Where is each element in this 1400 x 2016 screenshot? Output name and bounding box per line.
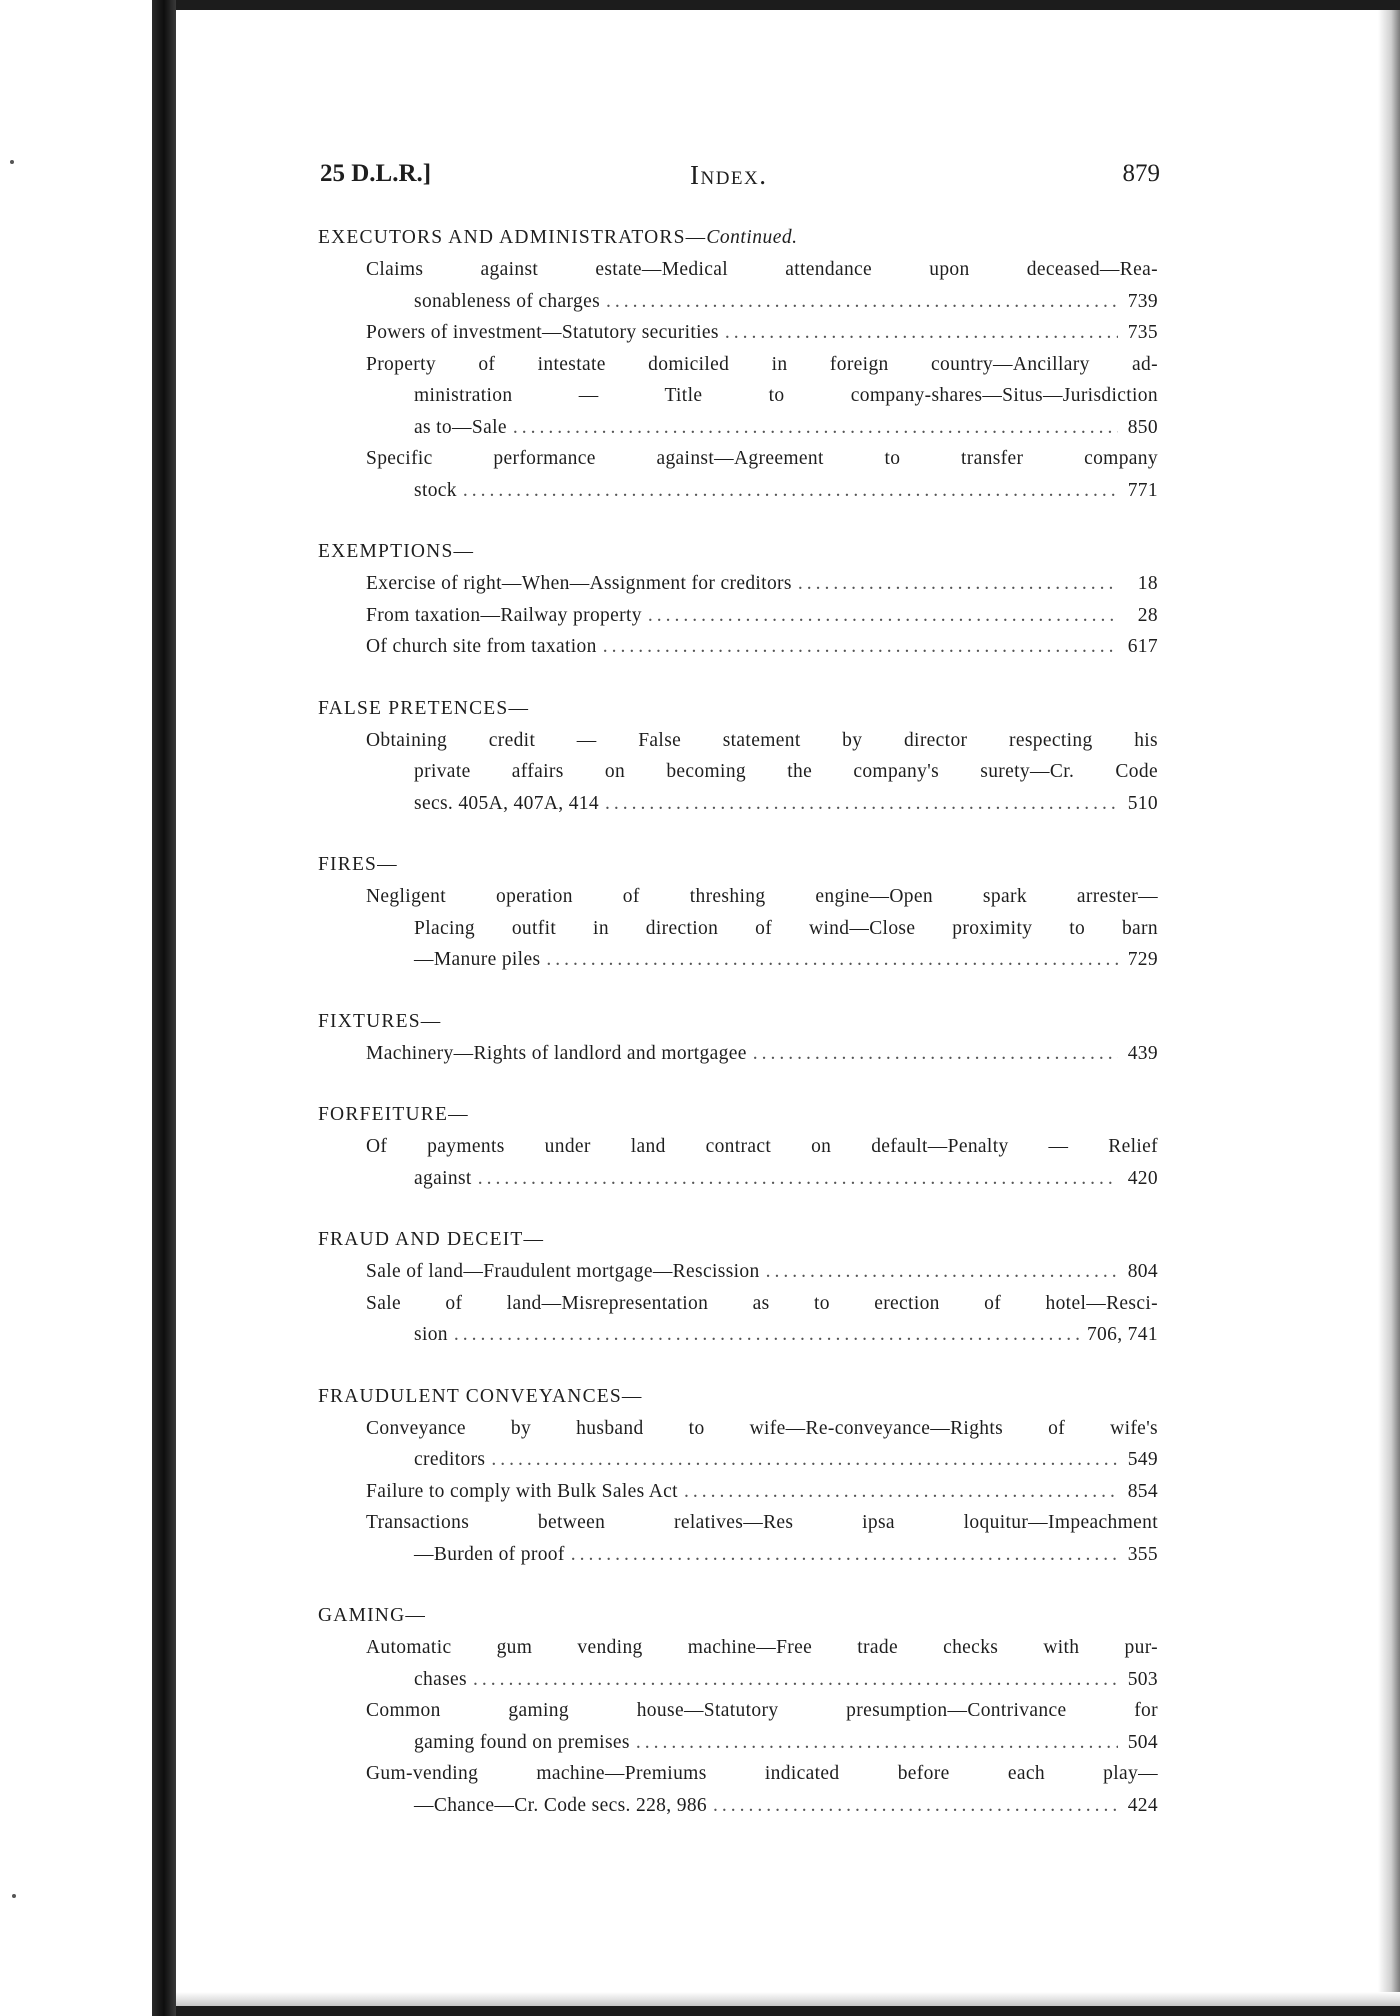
page-reference: 771 <box>1127 479 1158 501</box>
entry-text-line <box>366 725 1158 757</box>
index-entry <box>318 443 1158 506</box>
page-edge-shadow <box>1378 10 1400 2006</box>
section-heading-text: FORFEITURE— <box>318 1104 469 1125</box>
page-bottom-shadow <box>176 1992 1400 2006</box>
entry-text: Property of intestate domiciled in foreign country—Ancillary ad- <box>366 353 1158 375</box>
page-reference: 420 <box>1127 1167 1158 1189</box>
entry-text-line <box>366 380 1158 412</box>
index-section <box>318 222 1158 506</box>
entry-text: sion <box>414 1324 448 1345</box>
entry-text-line <box>366 349 1158 381</box>
entry-text-line <box>366 1758 1158 1790</box>
entry-text: gaming found on premises <box>414 1731 630 1753</box>
page-reference: 18 <box>1137 573 1158 594</box>
dot-leader <box>713 1790 1118 1822</box>
index-entry <box>318 1695 1158 1758</box>
entry-text: —Burden of proof <box>414 1543 565 1565</box>
entry-text: Conveyance by husband to wife—Re-conveyance—Rights of wife's <box>366 1417 1158 1439</box>
page-reference: 804 <box>1127 1261 1158 1282</box>
dot-leader <box>636 1727 1118 1759</box>
entry-text: stock <box>414 479 457 501</box>
index-entry <box>318 1288 1158 1351</box>
entry-text: Common gaming house—Statutory presumption—Contrivance for <box>366 1700 1158 1721</box>
index-entry <box>318 1413 1158 1476</box>
entry-final-line <box>366 1163 1158 1195</box>
index-entry <box>318 600 1158 632</box>
section-heading-text: FRAUDULENT CONVEYANCES— <box>318 1385 643 1407</box>
entry-text: Exercise of right—When—Assignment for creditors <box>366 573 792 594</box>
section-heading <box>318 222 1158 254</box>
entry-text-line <box>366 1131 1158 1163</box>
book-gutter <box>152 0 176 2016</box>
page-reference: 355 <box>1127 1543 1158 1565</box>
page-reference: 739 <box>1127 290 1158 312</box>
section-heading-text: EXEMPTIONS— <box>318 541 475 562</box>
index-section <box>318 1381 1158 1571</box>
dot-leader <box>725 317 1118 349</box>
index-entry <box>318 1507 1158 1570</box>
page-reference: 617 <box>1127 636 1158 657</box>
index-entry <box>318 1131 1158 1194</box>
index-entry <box>318 631 1158 663</box>
index-content <box>318 222 1158 1851</box>
entry-text: creditors <box>414 1449 486 1470</box>
entry-text: Transactions between relatives—Res ipsa loquitur—Impeachment <box>366 1512 1158 1533</box>
entry-text: Claims against estate—Medical attendance upon deceased—Rea- <box>366 259 1158 280</box>
index-section <box>318 849 1158 976</box>
dot-leader <box>766 1256 1118 1288</box>
entry-final-line <box>366 1727 1158 1759</box>
entry-text: Negligent operation of threshing engine—Open spark arrester— <box>366 886 1158 907</box>
page-reference: 28 <box>1137 604 1158 626</box>
entry-final-line <box>366 1790 1158 1822</box>
index-section <box>318 1600 1158 1821</box>
section-heading-text: EXECUTORS AND ADMINISTRATORS— <box>318 227 707 248</box>
entry-text: sonableness of charges <box>414 290 601 312</box>
index-entry <box>318 881 1158 976</box>
page-reference: 735 <box>1127 322 1158 343</box>
page-reference: 706, 741 <box>1086 1324 1158 1345</box>
entry-text: From taxation—Railway property <box>366 604 642 626</box>
page-reference: 439 <box>1127 1042 1158 1064</box>
entry-text: against <box>414 1167 472 1189</box>
entry-final-line <box>366 1038 1158 1070</box>
page-reference: 424 <box>1127 1794 1158 1816</box>
entry-final-line <box>366 1664 1158 1696</box>
entry-final-line <box>366 1539 1158 1571</box>
index-entry <box>318 725 1158 820</box>
entry-text-line <box>366 913 1158 945</box>
page-reference: 503 <box>1127 1668 1158 1690</box>
section-heading <box>318 849 1158 881</box>
section-heading-text: FALSE PRETENCES— <box>318 697 530 719</box>
entry-final-line <box>366 631 1158 663</box>
entry-text: private affairs on becoming the company's surety—Cr. Code <box>414 761 1158 782</box>
entry-text: Gum-vending machine—Premiums indicated before each play— <box>366 1763 1158 1784</box>
entry-text: ministration — Title to company-shares—Situs—Jurisdiction <box>414 385 1158 406</box>
page-reference: 549 <box>1127 1449 1158 1470</box>
entry-final-line <box>366 317 1158 349</box>
entry-final-line <box>366 412 1158 444</box>
index-section <box>318 1006 1158 1070</box>
index-page <box>176 10 1400 2006</box>
running-head <box>320 160 1160 196</box>
dot-leader <box>684 1476 1118 1508</box>
entry-final-line <box>366 788 1158 820</box>
dot-leader <box>454 1319 1081 1351</box>
entry-text-line <box>366 1288 1158 1320</box>
dot-leader <box>648 600 1118 632</box>
entry-text: Sale of land—Fraudulent mortgage—Rescission <box>366 1261 760 1282</box>
section-heading <box>318 536 1158 568</box>
page-number: 879 <box>1122 160 1160 187</box>
dot-leader <box>605 788 1118 820</box>
speck <box>10 160 14 164</box>
dot-leader <box>753 1038 1118 1070</box>
index-entry <box>318 1632 1158 1695</box>
dot-leader <box>798 568 1118 600</box>
speck <box>12 1894 16 1898</box>
entry-text: chases <box>414 1668 467 1690</box>
index-entry <box>318 1038 1158 1070</box>
section-heading-text: FRAUD AND DECEIT— <box>318 1229 545 1250</box>
entry-final-line <box>366 1476 1158 1508</box>
volume-reference: 25 D.L.R.] <box>320 160 432 187</box>
dot-leader <box>513 412 1118 444</box>
index-entry <box>318 1758 1158 1821</box>
index-entry <box>318 1256 1158 1288</box>
page-reference: 729 <box>1127 949 1158 970</box>
dot-leader <box>463 475 1118 507</box>
dot-leader <box>571 1539 1118 1571</box>
dot-leader <box>546 944 1118 976</box>
entry-text-line <box>366 443 1158 475</box>
section-heading <box>318 1381 1158 1413</box>
entry-text-line <box>366 1632 1158 1664</box>
entry-text: as to—Sale <box>414 416 507 438</box>
entry-text: Obtaining credit — False statement by director respecting his <box>366 729 1158 751</box>
entry-text: —Manure piles <box>414 949 541 970</box>
entry-text: —Chance—Cr. Code secs. 228, 986 <box>414 1794 708 1816</box>
section-heading <box>318 1600 1158 1632</box>
index-section <box>318 536 1158 663</box>
index-entry <box>318 317 1158 349</box>
entry-final-line <box>366 1444 1158 1476</box>
entry-text: Machinery—Rights of landlord and mortgagee <box>366 1042 747 1064</box>
entry-text: Specific performance against—Agreement to transfer company <box>366 448 1158 469</box>
entry-text-line <box>366 1695 1158 1727</box>
section-heading <box>318 1224 1158 1256</box>
dot-leader <box>491 1444 1118 1476</box>
entry-final-line <box>366 568 1158 600</box>
dot-leader <box>603 631 1118 663</box>
entry-text-line <box>366 881 1158 913</box>
index-entry <box>318 349 1158 444</box>
dot-leader <box>473 1664 1118 1696</box>
page-reference: 854 <box>1127 1480 1158 1502</box>
entry-final-line <box>366 286 1158 318</box>
index-section <box>318 1224 1158 1351</box>
dot-leader <box>478 1163 1118 1195</box>
page-reference: 510 <box>1127 792 1158 814</box>
continued-label: Continued. <box>706 227 798 248</box>
entry-text-line <box>366 756 1158 788</box>
entry-final-line <box>366 1256 1158 1288</box>
section-heading-text: GAMING— <box>318 1605 427 1626</box>
page-reference: 850 <box>1127 416 1158 438</box>
dot-leader <box>606 286 1118 318</box>
index-section <box>318 693 1158 820</box>
entry-text: secs. 405A, 407A, 414 <box>414 792 600 814</box>
entry-text-line <box>366 254 1158 286</box>
entry-final-line <box>366 600 1158 632</box>
entry-final-line <box>366 475 1158 507</box>
entry-text: Failure to comply with Bulk Sales Act <box>366 1480 678 1502</box>
entry-text: Placing outfit in direction of wind—Close proximity to barn <box>414 917 1158 939</box>
facing-page-edge <box>0 0 152 2016</box>
running-title: Index. <box>690 160 768 190</box>
entry-text: Of church site from taxation <box>366 636 597 657</box>
entry-final-line <box>366 944 1158 976</box>
section-heading <box>318 1099 1158 1131</box>
section-heading-text: FIXTURES— <box>318 1010 442 1032</box>
index-entry <box>318 568 1158 600</box>
index-section <box>318 1099 1158 1194</box>
entry-final-line <box>366 1319 1158 1351</box>
page-reference: 504 <box>1127 1731 1158 1753</box>
entry-text: Of payments under land contract on default—Penalty — Relief <box>366 1136 1158 1157</box>
index-entry <box>318 254 1158 317</box>
section-heading <box>318 1006 1158 1038</box>
entry-text-line <box>366 1413 1158 1445</box>
section-heading-text: FIRES— <box>318 854 398 875</box>
section-heading <box>318 693 1158 725</box>
entry-text: Automatic gum vending machine—Free trade checks with pur- <box>366 1637 1158 1658</box>
entry-text: Sale of land—Misrepresentation as to erection of hotel—Resci- <box>366 1292 1158 1314</box>
index-entry <box>318 1476 1158 1508</box>
entry-text-line <box>366 1507 1158 1539</box>
entry-text: Powers of investment—Statutory securities <box>366 322 719 343</box>
